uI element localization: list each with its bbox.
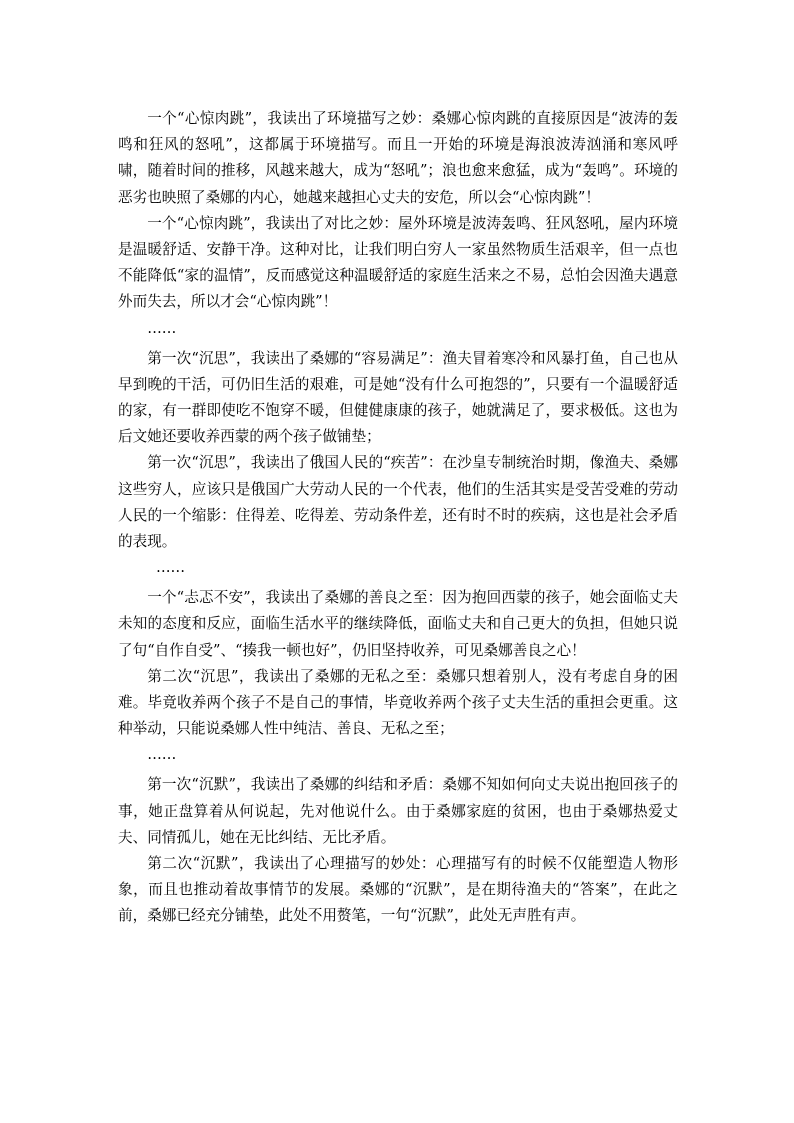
ellipsis-1: …… bbox=[147, 319, 177, 337]
paragraph-suffering: 第一次“沉思”，我读出了俄国人民的“疾苦”：在沙皇专制统治时期，像渔夫、桑娜这些穷人，应该只是俄国广大劳动人民的一个代表，他们的生活其实是受苦受难的劳动人民的一个缩影：住得差、吃得差、劳动条件差，还有时不时的疾病，这也是社会矛盾的表现。 bbox=[118, 454, 678, 551]
ellipsis-2: …… bbox=[155, 559, 186, 577]
paragraph-environment: 一个“心惊肉跳”，我读出了环境描写之妙：桑娜心惊肉跳的直接原因是“波涛的轰鸣和狂风的怒吼”，这都属于环境描写。而且一开始的环境是海浪波涛汹涌和寒风呼啸，随着时间的推移，风越来越大，成为“怒吼”；浪也愈来愈猛，成为“轰鸣”。环境的恶劣也映照了桑娜的内心，她越来越担心丈夫的安危，所以会“心惊肉跳”！ bbox=[118, 110, 678, 206]
paragraph-kindness: 一个“忐忑不安”，我读出了桑娜的善良之至：因为抱回西蒙的孩子，她会面临丈夫未知的态度和反应，面临生活水平的继续降低，面临丈夫和自己更大的负担，但她只说了句“自作自受”、“揍我一顿也好”，仍旧坚持收养，可见桑娜善良之心！ bbox=[118, 589, 678, 659]
paragraph-easily-satisfied: 第一次“沉思”，我读出了桑娜的“容易满足”：渔夫冒着寒冷和风暴打鱼，自己也从早到晚的干活，可仍旧生活的艰难，可是她“没有什么可抱怨的”，只要有一个温暖舒适的家，有一群即使吃不饱穿不暖，但健健康康的孩子，她就满足了，要求极低。这也为后文她还要收养西蒙的两个孩子做铺垫； bbox=[118, 349, 678, 446]
paragraph-selflessness: 第二次“沉思”，我读出了桑娜的无私之至：桑娜只想着别人，没有考虑自身的困难。毕竟收养两个孩子不是自己的事情，毕竟收养两个孩子丈夫生活的重担会更重。这种举动，只能说桑娜人性中纯洁、善良、无私之至； bbox=[118, 667, 678, 738]
paragraph-psychology: 第二次“沉默”，我读出了心理描写的妙处：心理描写有的时候不仅能塑造人物形象，而且也推动着故事情节的发展。桑娜的“沉默”，是在期待渔夫的“答案”，在此之前，桑娜已经充分铺垫，此处不用赘笔，一句“沉默”，此处无声胜有声。 bbox=[118, 855, 678, 925]
ellipsis-3: …… bbox=[147, 746, 177, 764]
document-body bbox=[118, 106, 678, 930]
paragraph-contrast: 一个“心惊肉跳”，我读出了对比之妙：屋外环境是波涛轰鸣、狂风怒吼，屋内环境是温暖舒适、安静干净。这种对比，让我们明白穷人一家虽然物质生活艰辛，但一点也不能降低“家的温情”，反而感觉这种温暖舒适的家庭生活来之不易，总怕会因渔夫遇意外而失去，所以才会“心惊肉跳”！ bbox=[118, 214, 678, 311]
paragraph-conflict: 第一次“沉默”，我读出了桑娜的纠结和矛盾：桑娜不知如何向丈夫说出抱回孩子的事，她正盘算着从何说起，先对他说什么。由于桑娜家庭的贫困，也由于桑娜热爱丈夫、同情孤儿，她在无比纠结、无比矛盾。 bbox=[118, 776, 678, 846]
